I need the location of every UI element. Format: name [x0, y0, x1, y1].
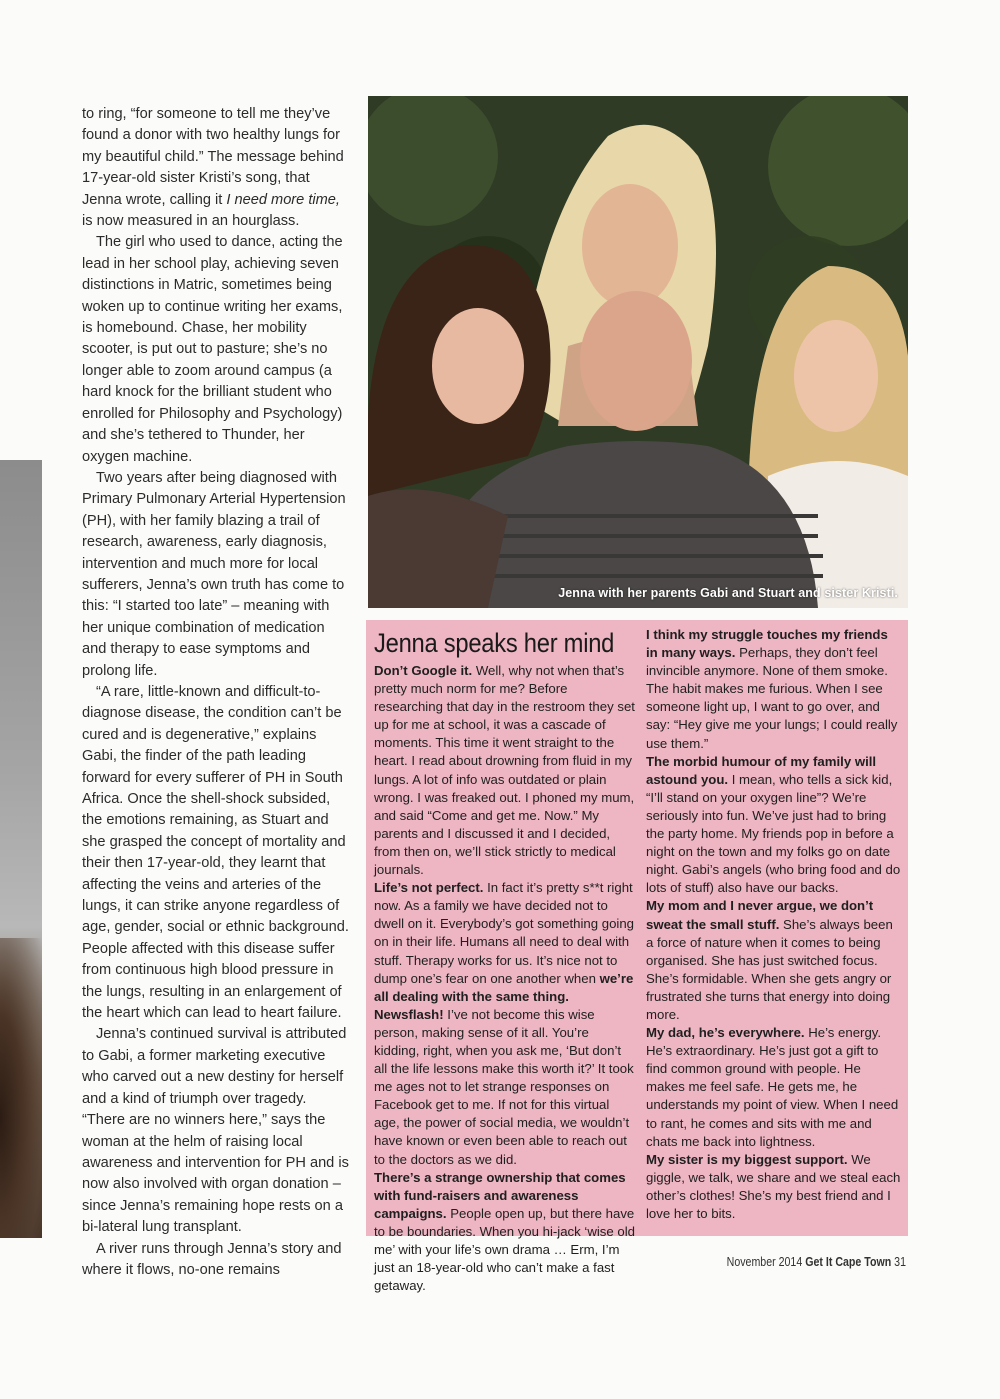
- sidebar-item-heading: Life’s not perfect.: [374, 880, 484, 896]
- sidebar-item: I think my struggle touches my friends in many ways. Perhaps, they don’t feel invincible anymore. None of them smoke. The habit makes me furious. When I see someone light up, I want to go over, and say: “Hey give me your lungs; I could really use them.”: [646, 627, 898, 751]
- article-paragraph: The girl who used to dance, acting the lead in her school play, achieving seven distinctions in Matric, sometimes being woken up to continue writing her exams, is homebound. Chase, her mobility scooter, is put out to pasture; she’s no longer able to zoom around campus (a hard knock for the brilliant student who enrolled for Philosophy and Psychology) and she’s tethered to Thunder, her oxygen machine.: [82, 234, 343, 465]
- sidebar-item: Newsflash! I’ve not become this wise person, making sense of it all. You’re kidding, right, when you ask me, ‘But don’t all the life lessons make this worth it?’ It took me ages not to let strange responses on Facebook get to me. If not for this virtual age, the power of social media, we wouldn’t have known or even been able to reach out to the doctors as we did.: [374, 1006, 634, 1167]
- sidebar-item-heading: I think my struggle touches my friends in many ways.: [646, 627, 888, 661]
- page-footer: [727, 1255, 906, 1269]
- sidebar-item-heading: My sister is my biggest support.: [646, 1151, 848, 1167]
- sidebar-item-heading: My mom and I never argue, we don’t sweat the small stuff.: [646, 898, 874, 932]
- sidebar-item-heading: Don’t Google it.: [374, 663, 473, 678]
- sidebar-item: My sister is my biggest support. We giggle, we talk, we share and we steal each other’s clothes! She’s my best friend and I love her to bits.: [646, 1151, 901, 1221]
- article-paragraph: to ring, “for someone to tell me they’ve found a donor with two healthy lungs for my beautiful child.” The message behind 17-year-old sister Kristi’s song, that Jenna wrote, calling it I need more time, is now measured in an hourglass.: [82, 106, 344, 230]
- family-photo-illustration: [368, 96, 908, 608]
- footer-magazine-name: Get It Cape Town: [805, 1255, 892, 1269]
- photo-caption: Jenna with her parents Gabi and Stuart and sister Kristi.: [558, 586, 898, 600]
- sidebar-item-heading: Newsflash!: [374, 1006, 444, 1022]
- sidebar-item-heading: There’s a strange ownership that comes with fund-raisers and awareness campaigns.: [374, 1169, 626, 1221]
- article-paragraph: Jenna’s continued survival is attributed to Gabi, a former marketing executive who carved out a new destiny for herself and a kind of triumph over tragedy. “There are no winners here,” says the woman at the helm of raising local awareness and intervention for PH and is now also involved with organ donation – since Jenna’s remaining hope rests on a bi-lateral lung transplant.: [82, 1026, 349, 1236]
- edge-photo: [0, 460, 42, 1238]
- sidebar-item: My dad, he’s everywhere. He’s energy. He’s extraordinary. He’s just got a gift to find common ground with people. He makes me feel safe. He gets me, he understands my point of view. When I need to rant, he comes and sits with me and chats me back into lightness.: [646, 1025, 899, 1149]
- edge-photo-hair: [0, 938, 42, 1238]
- sidebar-item: The morbid humour of my family will astound you. I mean, who tells a sick kid, “I’ll stand on your oxygen line”? We’re seriously into fun. We’ve just had to bring the party home. My friends pop in before a night on the town and my folks go on date night. Gabi’s angels (who bring food and do lots of stuff) also have our backs.: [646, 753, 901, 896]
- article-body-column: [82, 104, 350, 1281]
- sidebar-column-left: [374, 626, 636, 1295]
- sidebar-item-heading: The morbid humour of my family will astound you.: [646, 753, 877, 787]
- sidebar-item: Life’s not perfect. In fact it’s pretty s**t right now. As a family we have decided not to dwell on it. Everybody’s got something going on in their life. Humans all need to deal with stuff. Therapy works for us. It’s nice not to dump one’s fear on one another when we’re all dealing with the same thing.: [374, 880, 634, 1004]
- family-photo: [368, 96, 908, 608]
- song-title: I need more time,: [226, 191, 340, 208]
- sidebar-title: Jenna speaks her mind: [374, 628, 615, 658]
- article-paragraph: “A rare, little-known and difficult-to-diagnose disease, the condition can’t be cured and is degenerative,” explains Gabi, the finder of the path leading forward for every sufferer of PH in South Africa. Once the shell-shock subsided, the emotions remaining, as Stuart and she grasped the concept of mortality and their then 17-year-old, they learnt that affecting the veins and arteries of the lungs, it can strike anyone regardless of age, gender, social or ethnic background. People affected with this disease suffer from continuous high blood pressure in the lungs, resulting in an enlargement of the heart which can lead to heart failure.: [82, 683, 349, 1022]
- footer-page-number: 31: [894, 1255, 906, 1269]
- sidebar-item-heading: My dad, he’s everywhere.: [646, 1025, 805, 1041]
- sidebar-item: My mom and I never argue, we don’t sweat the small stuff. She’s always been a force of nature when it comes to being organised. She has just switched focus. She’s formidable. When she gets angry or frustrated she turns that energy into doing more.: [646, 898, 893, 1022]
- sidebar-item: There’s a strange ownership that comes with fund-raisers and awareness campaigns. People open up, but there have to be boundaries. When you hi-jack ‘wise old me’ with your life’s own drama … Erm, I’m just an 18-year-old who can’t make a fast getaway.: [374, 1169, 635, 1294]
- footer-date: November 2014: [726, 1255, 803, 1269]
- article-paragraph: A river runs through Jenna’s story and where it flows, no-one remains: [82, 1240, 342, 1278]
- sidebar-item: Don’t Google it. Well, why not when that’s pretty much norm for me? Before researching that day in the restroom they set up for me at school, it was a cascade of moments. This time it went straight to the heart. I read about drowning from fluid in my lungs. A lot of info was outdated or plain wrong. I was freaked out. I phoned my mum, and said “Come and get me. Now.” My parents and I discussed it and I decided, from then on, we’ll stick strictly to medical journals.: [374, 663, 635, 878]
- article-paragraph: Two years after being diagnosed with Primary Pulmonary Arterial Hypertension (PH), with her family blazing a trail of research, awareness, early diagnosis, intervention and much more for local sufferers, Jenna’s own truth has come to this: “I started too late” – meaning with her unique combination of medication and therapy to ease symptoms and prolong life.: [82, 469, 346, 679]
- sidebar-column-right: [646, 626, 902, 1223]
